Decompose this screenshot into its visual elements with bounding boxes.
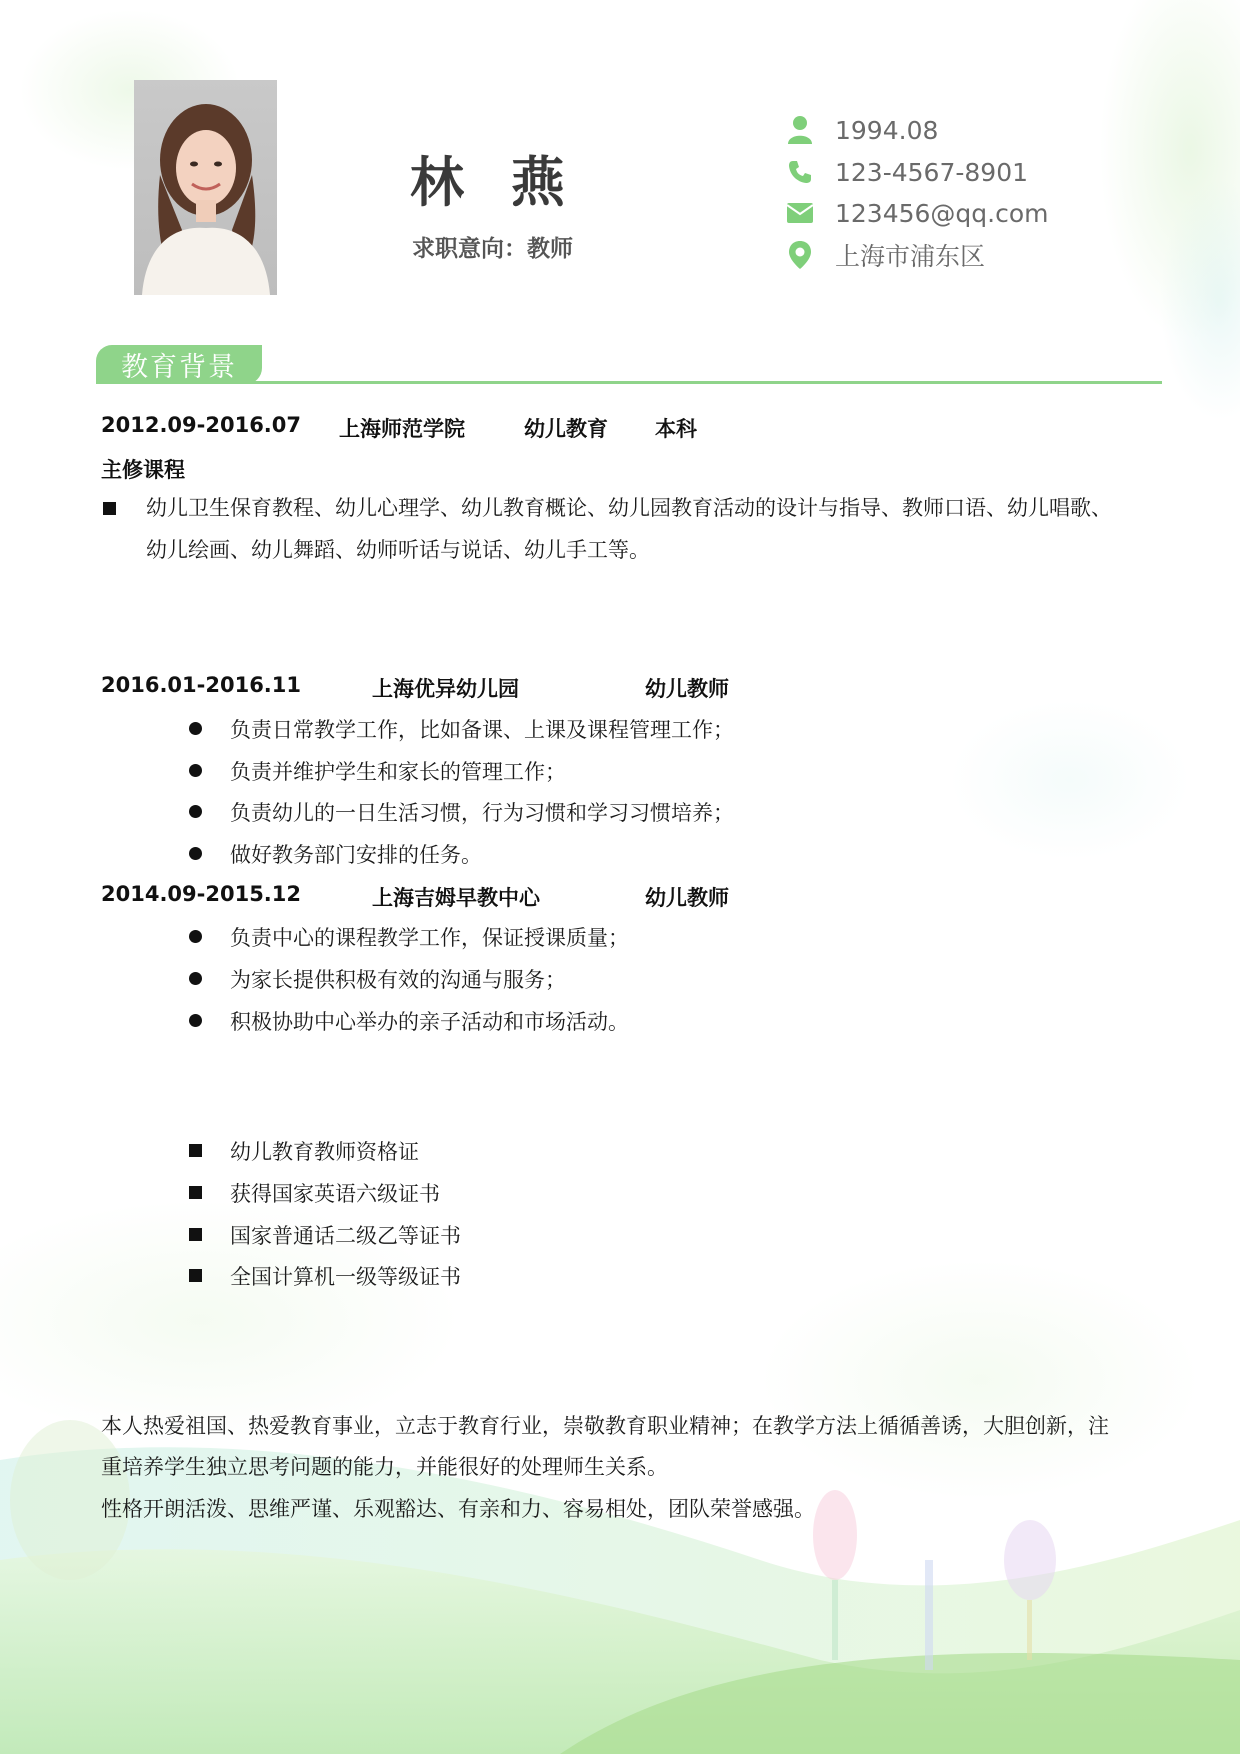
work-1-org: 上海优异幼儿园 — [372, 677, 519, 701]
courses-line-1: 幼儿卫生保育教程、幼儿心理学、幼儿教育概论、幼儿园教育活动的设计与指导、教师口语、幼儿唱歌、 — [146, 496, 1112, 520]
work-2-item-text: 负责中心的课程教学工作，保证授课质量； — [230, 925, 629, 950]
work-1-item — [186, 750, 566, 791]
work-1-item-text: 负责幼儿的一日生活习惯，行为习惯和学习习惯培养； — [230, 800, 734, 825]
self-eval-line-1: 本人热爱祖国、热爱教育事业，立志于教育行业，崇敬教育职业精神；在教学方法上循循善诱，大胆创新，注 — [101, 1414, 1109, 1438]
address-text: 上海市浦东区 — [835, 242, 986, 271]
certificate-text: 幼儿教育教师资格证 — [230, 1139, 419, 1164]
bullet-dot — [189, 972, 202, 985]
education-section-title: 教育背景 — [121, 352, 237, 383]
education-school: 上海师范学院 — [339, 417, 465, 441]
work-2-item — [186, 958, 566, 999]
work-1-role: 幼儿教师 — [645, 677, 729, 701]
bullet-square — [189, 1186, 202, 1199]
bullet-dot — [189, 764, 202, 777]
certificate-item — [186, 1255, 461, 1296]
courses-line-2: 幼儿绘画、幼儿舞蹈、幼师听话与说话、幼儿手工等。 — [146, 538, 650, 562]
phone-icon — [785, 157, 815, 187]
bullet-square — [189, 1269, 202, 1282]
mail-icon — [785, 198, 815, 228]
certificate-item — [186, 1130, 419, 1171]
work-2-item — [186, 1000, 629, 1041]
email-text: 123456@qq.com — [835, 198, 1049, 228]
location-pin-icon — [785, 240, 815, 270]
bullet-dot — [189, 722, 202, 735]
work-1-item-text: 负责并维护学生和家长的管理工作； — [230, 759, 566, 784]
certificate-text: 全国计算机一级等级证书 — [230, 1264, 461, 1289]
bullet-dot — [189, 847, 202, 860]
person-icon — [785, 115, 815, 145]
self-eval-line-3: 性格开朗活泼、思维严谨、乐观豁达、有亲和力、容易相处，团队荣誉感强。 — [101, 1497, 815, 1521]
self-eval-line-2: 重培养学生独立思考问题的能力，并能很好的处理师生关系。 — [101, 1455, 668, 1479]
education-section-tab — [96, 345, 262, 384]
phone-text: 123-4567-8901 — [835, 157, 1029, 187]
work-1-item-text: 做好教务部门安排的任务。 — [230, 842, 482, 867]
certificate-text: 获得国家英语六级证书 — [230, 1181, 440, 1206]
profile-photo — [134, 80, 277, 295]
bullet-dot — [189, 930, 202, 943]
birthdate-text: 1994.08 — [835, 115, 939, 145]
work-1-item — [186, 833, 482, 874]
certificate-item — [186, 1214, 461, 1255]
work-2-item-text: 为家长提供积极有效的沟通与服务； — [230, 967, 566, 992]
bullet-dot — [189, 1014, 202, 1027]
education-major: 幼儿教育 — [524, 417, 608, 441]
courses-title: 主修课程 — [101, 458, 185, 482]
work-1-item-text: 负责日常教学工作，比如备课、上课及课程管理工作； — [230, 717, 734, 742]
contact-phone — [785, 154, 1028, 190]
contact-email — [785, 195, 1049, 231]
courses-bullet — [103, 502, 116, 515]
certificate-text: 国家普通话二级乙等证书 — [230, 1223, 461, 1248]
bullet-dot — [189, 805, 202, 818]
bullet-square — [189, 1228, 202, 1241]
work-2-org: 上海吉姆早教中心 — [372, 886, 540, 910]
education-degree: 本科 — [655, 417, 697, 441]
section-divider — [96, 381, 1162, 384]
job-intent: 求职意向：教师 — [412, 236, 573, 262]
work-1-item — [186, 708, 734, 749]
education-period: 2012.09-2016.07 — [101, 413, 302, 437]
work-2-period: 2014.09-2015.12 — [101, 882, 302, 906]
candidate-name: 林 燕 — [410, 151, 579, 214]
work-1-period: 2016.01-2016.11 — [101, 673, 302, 697]
work-2-item — [186, 916, 629, 957]
work-2-item-text: 积极协助中心举办的亲子活动和市场活动。 — [230, 1009, 629, 1034]
work-2-role: 幼儿教师 — [645, 886, 729, 910]
work-1-item — [186, 791, 734, 832]
bullet-square — [189, 1144, 202, 1157]
contact-address — [785, 237, 985, 273]
contact-birthdate — [785, 112, 938, 148]
certificate-item — [186, 1172, 440, 1213]
avatar-illustration — [134, 80, 277, 295]
